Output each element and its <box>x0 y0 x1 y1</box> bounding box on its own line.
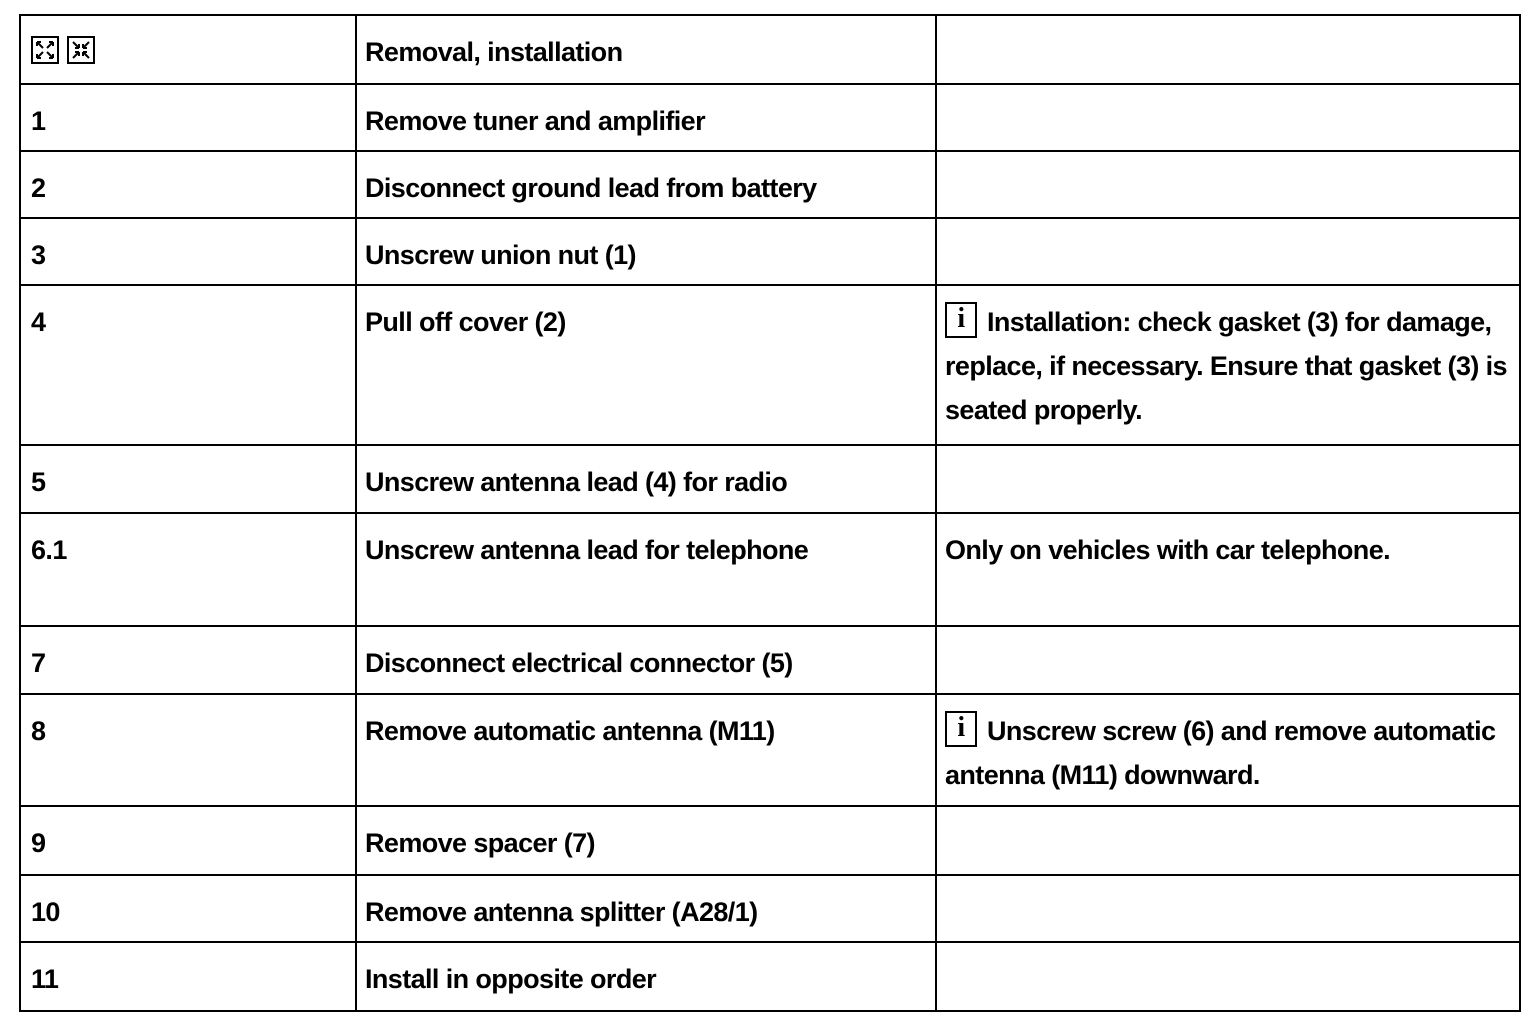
table-row <box>20 513 1520 626</box>
step-number: 5 <box>20 445 356 513</box>
step-action: Remove antenna splitter (A28/1) <box>356 875 936 942</box>
step-number: 8 <box>20 694 356 806</box>
table-row <box>20 151 1520 218</box>
step-note <box>936 875 1520 942</box>
header-title: Removal, installation <box>356 15 936 84</box>
info-icon[interactable]: i <box>945 302 977 338</box>
step-action: Install in opposite order <box>356 942 936 1011</box>
info-icon[interactable]: i <box>945 711 977 747</box>
step-action: Disconnect ground lead from battery <box>356 151 936 218</box>
step-note <box>936 806 1520 875</box>
step-note <box>936 942 1520 1011</box>
step-note: Unscrew screw (6) and remove automatic antenna (M11) downward. <box>945 716 1496 790</box>
header-icons-cell <box>20 15 356 84</box>
step-number: 7 <box>20 626 356 694</box>
procedure-table <box>19 14 1521 1012</box>
step-action: Remove tuner and amplifier <box>356 84 936 151</box>
step-number: 1 <box>20 84 356 151</box>
expand-icon[interactable] <box>31 36 59 64</box>
step-note: Installation: check gasket (3) for damage, replace, if necessary. Ensure that gasket (3) is seated properly. <box>945 307 1507 425</box>
step-note <box>936 84 1520 151</box>
table-row <box>20 626 1520 694</box>
step-note-cell <box>936 285 1520 445</box>
step-number: 6.1 <box>20 513 356 626</box>
step-note <box>936 445 1520 513</box>
table-row <box>20 285 1520 445</box>
step-note <box>936 218 1520 285</box>
step-note: Only on vehicles with car telephone. <box>936 513 1520 626</box>
table-row <box>20 875 1520 942</box>
step-action: Remove automatic antenna (M11) <box>356 694 936 806</box>
table-row <box>20 694 1520 806</box>
step-number: 4 <box>20 285 356 445</box>
step-action: Disconnect electrical connector (5) <box>356 626 936 694</box>
table-row <box>20 218 1520 285</box>
table-row <box>20 942 1520 1011</box>
step-number: 10 <box>20 875 356 942</box>
step-note-cell <box>936 694 1520 806</box>
collapse-icon[interactable] <box>67 36 95 64</box>
step-note <box>936 151 1520 218</box>
step-number: 3 <box>20 218 356 285</box>
table-row <box>20 445 1520 513</box>
table-row <box>20 806 1520 875</box>
step-number: 2 <box>20 151 356 218</box>
step-number: 9 <box>20 806 356 875</box>
step-action: Pull off cover (2) <box>356 285 936 445</box>
step-number: 11 <box>20 942 356 1011</box>
step-action: Unscrew antenna lead (4) for radio <box>356 445 936 513</box>
step-action: Remove spacer (7) <box>356 806 936 875</box>
step-action: Unscrew antenna lead for telephone <box>356 513 936 626</box>
header-notes-cell <box>936 15 1520 84</box>
step-action: Unscrew union nut (1) <box>356 218 936 285</box>
table-row <box>20 84 1520 151</box>
table-header-row <box>20 15 1520 84</box>
step-note <box>936 626 1520 694</box>
